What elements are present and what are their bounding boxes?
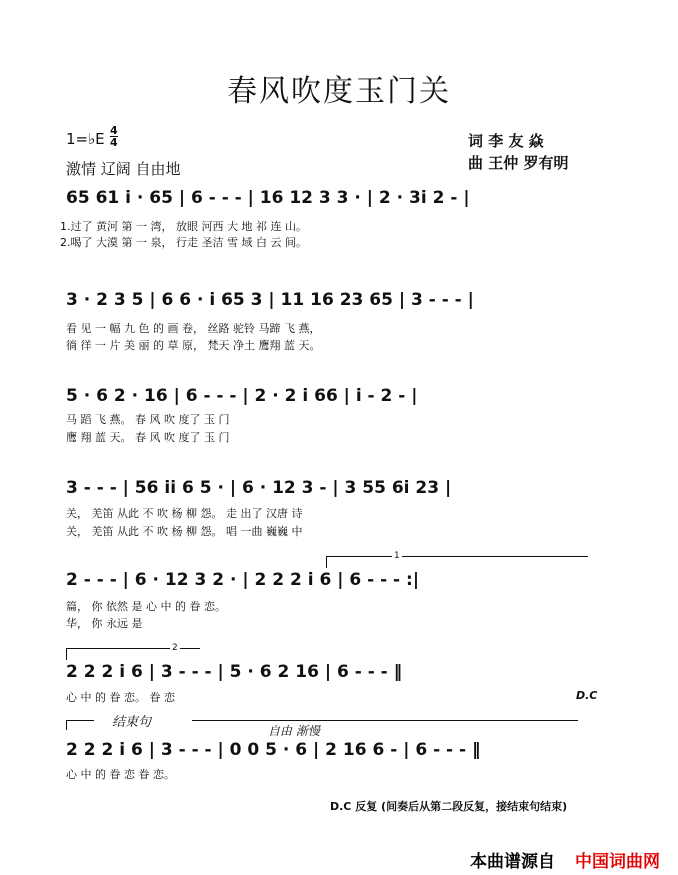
source-site: 中国词曲网 [575,852,660,872]
volta-1-line [326,556,588,557]
source-label: 本曲谱源自 [470,852,555,872]
ending-line-left [66,720,94,721]
score-row-2-lyric-1: 看 见 一 幅 九 色 的 画 卷， 丝路 驼铃 马蹄 飞 燕， [66,322,321,335]
time-sig-bottom: 4 [110,136,118,149]
volta-1-number: 1 [394,551,400,561]
score-row-3-notes: 5 · 6 2 · 16 | 6 - - - | 2 · 2 i 66 | i - 2 - | [66,386,418,406]
time-sig-top: 4 [110,124,118,137]
score-row-1-lyric-1: 1.过了 黄河 第 一 湾， 放眼 河西 大 地 祁 连 山。 [60,220,307,233]
ending-line-right [192,720,578,721]
score-row-2-notes: 3 · 2 3 5 | 6 6 · i 65 3 | 11 16 23 65 | 3 - - - | [66,290,474,310]
score-row-3-lyric-2: 鹰 翔 蓝 天。 春 风 吹 度了 玉 门 [66,431,230,444]
score-row-4-lyric-2: 关， 羌笛 从此 不 吹 杨 柳 怨。 唱 一曲 巍巍 中 [66,525,303,538]
score-row-7-lyric-1: 心 中 的 眷 恋 眷 恋。 [66,768,175,781]
time-signature [110,125,118,148]
mood-marking: 激情 辽阔 自由地 [66,160,181,178]
repeat-instruction: D.C 反复 (间奏后从第二段反复，接结束句结束) [330,800,568,813]
composer-credit: 曲 王仲 罗有明 [468,154,569,172]
volta-2-number: 2 [172,643,178,653]
key-signature: 1=♭E [66,130,105,148]
dc-mark: D.C [576,689,598,702]
score-row-2-lyric-2: 徜 徉 一 片 美 丽 的 草 原， 梵天 净土 鹰翔 蓝 天。 [66,339,321,352]
song-title: 春风吹度玉门关 [227,74,451,109]
score-row-6-notes: 2 2 2 i 6 | 3 - - - | 5 · 6 2 16 | 6 - - - ‖ [66,662,403,682]
score-row-6-lyric-1: 心 中 的 眷 恋。 眷 恋 [66,691,175,704]
tempo-mark: 自由 渐慢 [268,724,320,738]
score-row-4-notes: 3 - - - | 56 ii 6 5 · | 6 · 12 3 - | 3 55 6i 23 | [66,478,452,498]
score-row-3-lyric-1: 马 蹈 飞 燕。 春 风 吹 度了 玉 门 [66,413,230,426]
ending-hook [66,720,67,730]
score-row-1-notes: 65 61 i · 65 | 6 - - - | 16 12 3 3 · | 2 · 3i 2 - | [66,188,470,208]
volta-1-hook [326,556,327,568]
ending-label: 结束句 [112,715,152,730]
lyricist-credit: 词 李 友 焱 [468,132,544,150]
score-row-5-lyric-1: 篇， 你 依然 是 心 中 的 眷 恋。 [66,600,226,613]
score-row-5-notes: 2 - - - | 6 · 12 3 2 · | 2 2 2 i 6 | 6 - - - :| [66,570,420,590]
score-row-1-lyric-2: 2.喝了 大漠 第 一 泉， 行走 圣洁 雪 域 白 云 间。 [60,236,307,249]
score-row-5-lyric-2: 华， 你 永远 是 [66,617,143,630]
score-row-7-notes: 2 2 2 i 6 | 3 - - - | 0 0 5 · 6 | 2 16 6 - | 6 - - - ‖ [66,740,481,760]
score-row-4-lyric-1: 关， 羌笛 从此 不 吹 杨 柳 怨。 走 出了 汉唐 诗 [66,507,303,520]
volta-2-line [66,648,200,649]
volta-2-hook [66,648,67,660]
